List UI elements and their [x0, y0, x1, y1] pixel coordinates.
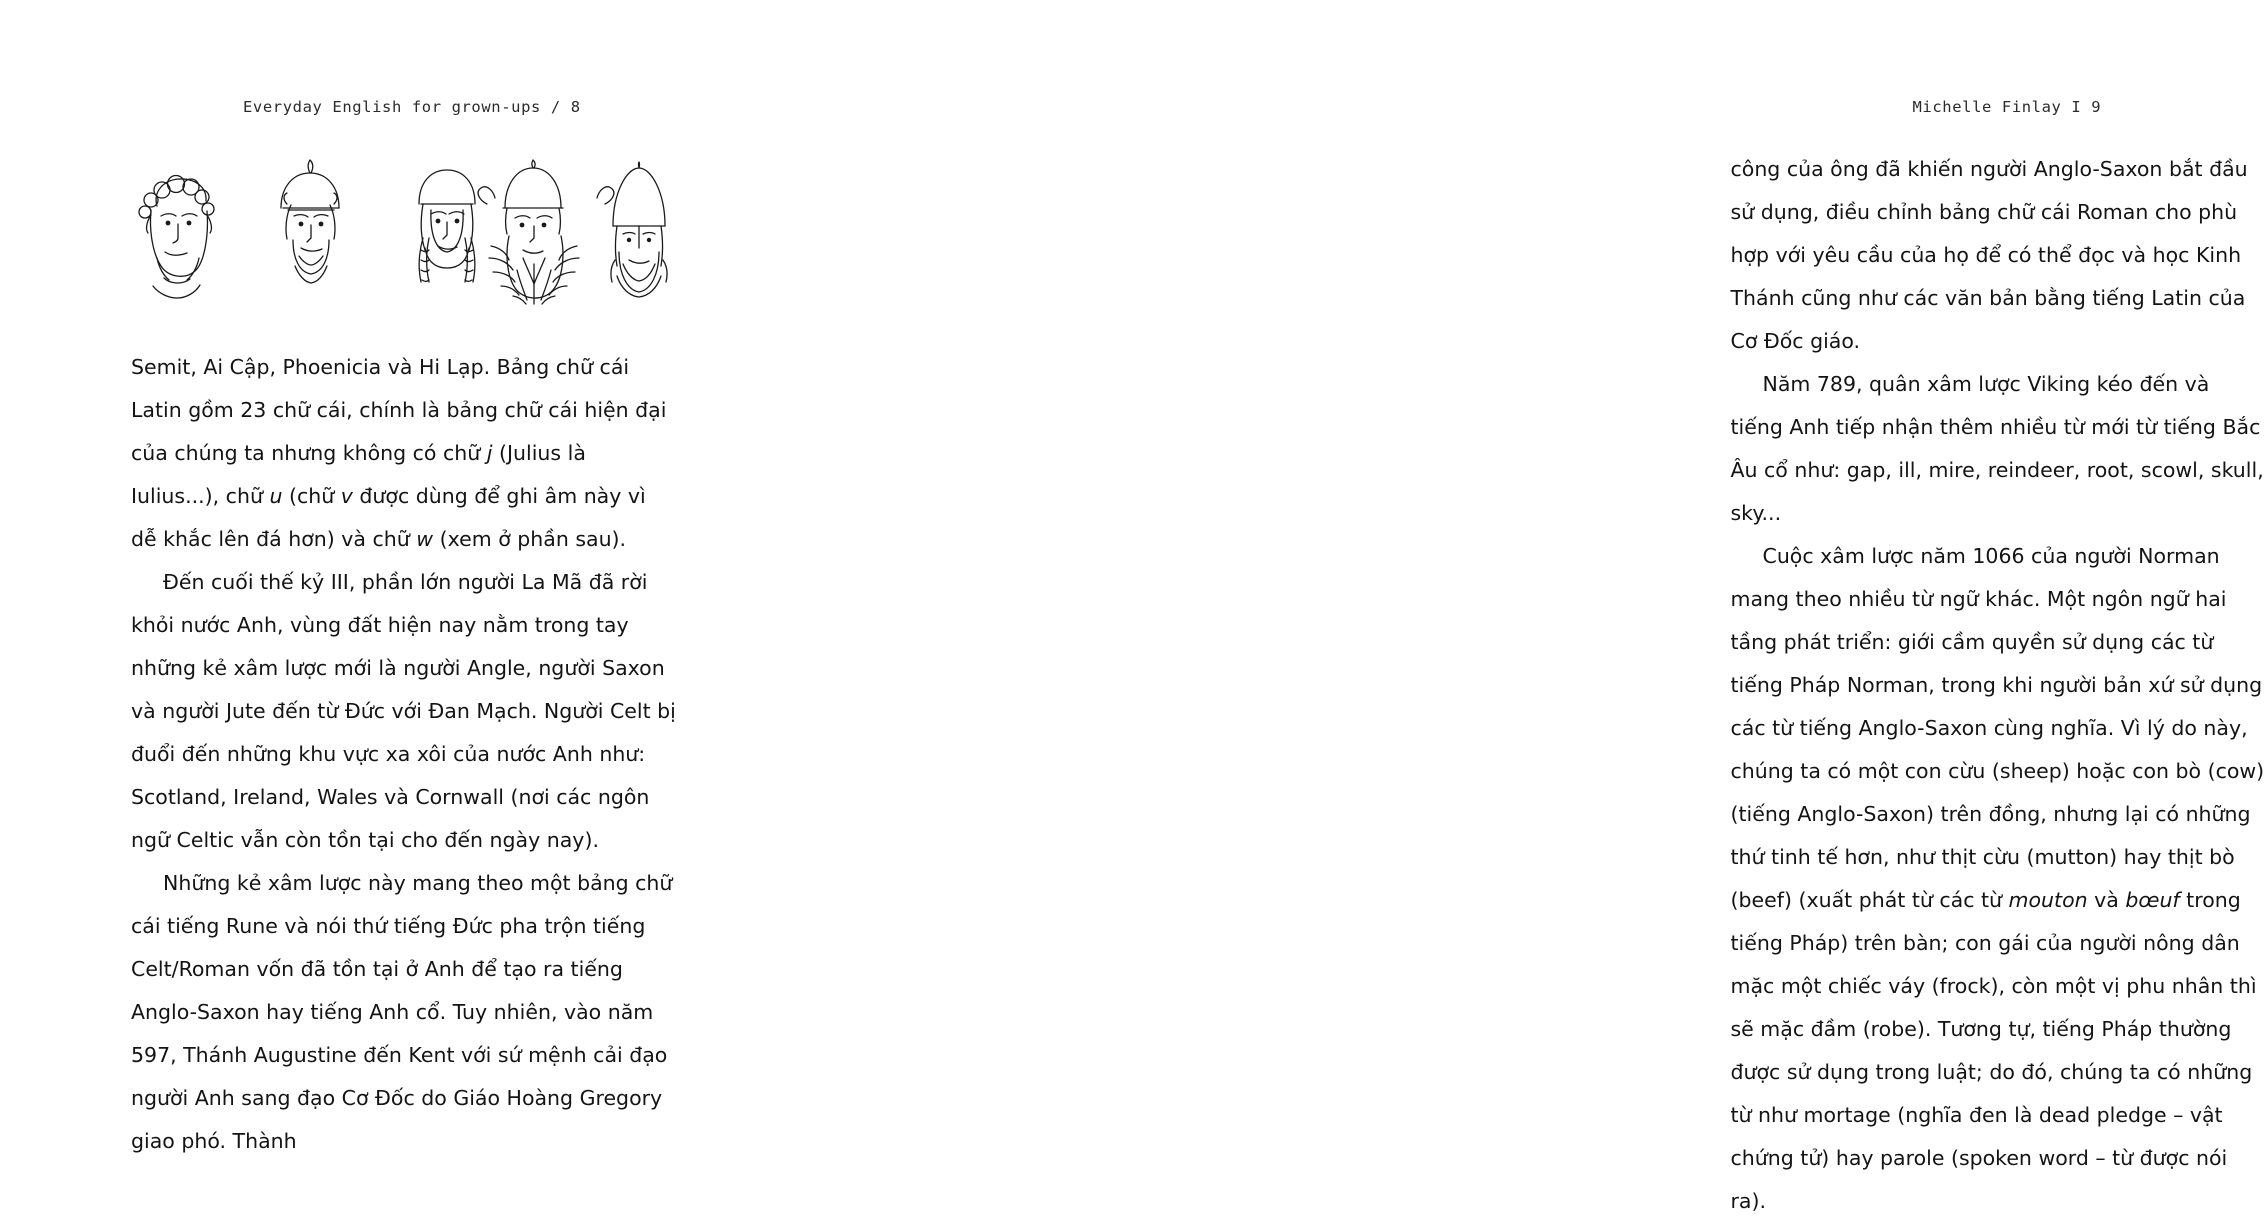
- right-body-text: [1731, 148, 2267, 1223]
- five-warrior-heads-line-drawing: [131, 160, 676, 310]
- left-running-head: Everyday English for grown-ups / 8: [243, 98, 581, 116]
- left-page: [0, 0, 823, 1200]
- paragraph: Năm 789, quân xâm lược Viking kéo đến và tiếng Anh tiếp nhận thêm nhiều từ mới từ tiếng Bắc Âu cổ như: gap, ill, mire, reindeer, root, scowl, skull, sky...: [1730, 372, 2264, 525]
- paragraph: Cuộc xâm lược năm 1066 của người Norman mang theo nhiều từ ngữ khác. Một ngôn ngữ hai tầng phát triển: giới cầm quyền sử dụng các từ tiếng Pháp Norman, trong khi người bản xứ sử dụng các từ tiếng Anglo-Saxon cùng nghĩa. Vì lý do này, chúng ta có một con cừu (sheep) hoặc con bò (cow) (tiếng Anglo-Saxon) trên đồng, nhưng lại có những thứ tinh tế hơn, như thịt cừu (mutton) hay thịt bò (beef) (xuất phát từ các từ mouton và bœuf trong tiếng Pháp) trên bàn; con gái của người nông dân mặc một chiếc váy (frock), còn một vị phu nhân thì sẽ mặc đầm (robe). Tương tự, tiếng Pháp thường được sử dụng trong luật; do đó, chúng ta có những từ như mortage (nghĩa đen là dead pledge – vật chứng tử) hay parole (spoken word – từ được nói ra).: [1730, 544, 2265, 1213]
- right-running-head: Michelle Finlay I 9: [1912, 98, 2102, 116]
- right-page: [823, 0, 2265, 1213]
- head-viking: [478, 160, 614, 304]
- left-body-text: [131, 346, 676, 1163]
- head-norman: [611, 162, 667, 297]
- paragraph: Semit, Ai Cập, Phoenicia và Hi Lạp. Bảng chữ cái Latin gồm 23 chữ cái, chính là bảng chữ cái hiện đại của chúng ta nhưng không có chữ j (Julius là Iulius...), chữ u (chữ v được dùng để ghi âm này vì dễ khắc lên đá hơn) và chữ w (xem ở phần sau).: [131, 355, 667, 551]
- paragraph: Đến cuối thế kỷ III, phần lớn người La Mã đã rời khỏi nước Anh, vùng đất hiện nay nằm trong tay những kẻ xâm lược mới là người Angle, người Saxon và người Jute đến từ Đức với Đan Mạch. Người Celt bị đuổi đến những khu vực xa xôi của nước Anh như: Scotland, Ireland, Wales và Cornwall (nơi các ngôn ngữ Celtic vẫn còn tồn tại cho đến ngày nay).: [131, 570, 676, 852]
- head-braided-woman: [419, 170, 475, 282]
- head-roman-soldier: [281, 160, 339, 283]
- head-celt: [139, 176, 214, 299]
- paragraph: công của ông đã khiến người Anglo-Saxon bắt đầu sử dụng, điều chỉnh bảng chữ cái Roman cho phù hợp với yêu cầu của họ để có thể đọc và học Kinh Thánh cũng như các văn bản bằng tiếng Latin của Cơ Đốc giáo.: [1730, 157, 2248, 353]
- paragraph: Những kẻ xâm lược này mang theo một bảng chữ cái tiếng Rune và nói thứ tiếng Đức pha trộn tiếng Celt/Roman vốn đã tồn tại ở Anh để tạo ra tiếng Anglo-Saxon hay tiếng Anh cổ. Tuy nhiên, vào năm 597, Thánh Augustine đến Kent với sứ mệnh cải đạo người Anh sang đạo Cơ Đốc do Giáo Hoàng Gregory giao phó. Thành: [131, 871, 673, 1153]
